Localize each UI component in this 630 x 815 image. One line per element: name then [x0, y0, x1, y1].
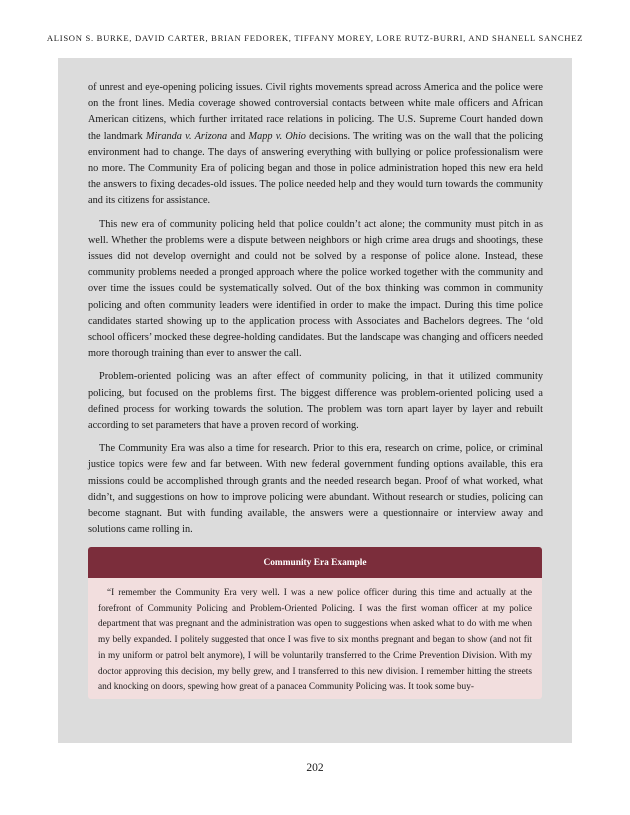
paragraph-text: and: [227, 130, 249, 142]
paragraph-text: decisions. The writing was on the wall that the policing environment had to change. The days of answering everything with bullying or police professionalism were no more. The Community Era of policing began and those in police administration hoped this new era held the answers to fixing decades-old issues. The police needed help and they would turn towards the community and its citizens for assistance.: [88, 130, 543, 207]
callout-box: [88, 547, 542, 699]
paragraph: The Community Era was also a time for research. Prior to this era, research on crime, police, or criminal justice topics were few and far between. With new federal government funding options available, this era missions could be accomplished through grants and the needed research began. Proof of what worked, what didn’t, and suggestions on how to improve policing were abundant. Without research or studies, policing can become stagnant. But with funding available, the answers were a questionnaire or interview away and solutions came rolling in.: [88, 443, 543, 536]
case-name-mapp: Mapp v. Ohio: [248, 130, 306, 142]
page-number: 202: [306, 762, 324, 774]
body-text: [88, 80, 543, 545]
callout-quote: “I remember the Community Era very well. I was a new police officer during this time and actually at the forefront of Community Policing and Problem-Oriented Policing. I was the first woman officer at my police department that was pregnant and the administration was open to suggestions when asked what to do with me when my belly expanded. I politely suggested that once I was five to six months pregnant and began to show (and not fit in my uniform or patrol belt anymore), I will be voluntarily transferred to the Crime Prevention Division. With my doctor approving this decision, my belly grew, and I transferred to this new division. I remember hitting the streets and knocking on doors, spewing how great of a panacea Community Policing was. It took some buy-: [98, 588, 532, 693]
callout-title: Community Era Example: [88, 547, 542, 578]
case-name-miranda: Miranda v. Arizona: [145, 130, 228, 142]
paragraph: This new era of community policing held that police couldn’t act alone; the community must pitch in as well. Whether the problems were a dispute between neighbors or high crime area drugs and shootings, these issues did not develop overnight and could not be solved by a response of police alone. Instead, these community problems needed a pronged approach where the police worked together with the community and over time the issues could be systematically solved. Out of the box thinking was common in community policing and often community leaders were identified in order to make the impact. During this time police candidates started showing up to the application process with Associates and Bachelors degrees. The ‘old school officers’ mocked these degree-holding candidates. But the landscape was changing and officers needed more thorough training than ever to answer the call.: [88, 218, 543, 360]
paragraph: Problem-oriented policing was an after effect of community policing, in that it utilized community policing, but focused on the problems first. The biggest difference was problem-oriented policing used a defined process for working towards the solution. The problem was torn apart layer by layer and rebuilt according to set parameters that have a proven record of working.: [88, 371, 543, 432]
paragraph-text: of unrest and eye-opening policing issues. Civil rights movements spread across America and the police were on the front lines. Media coverage showed controversial contacts between white male officers and African American citizens, which further irritated race relations in policing. The U.S. Supreme Court handed down the landmark: [88, 82, 543, 142]
paragraph: [88, 80, 543, 210]
running-head-authors: ALISON S. BURKE, DAVID CARTER, BRIAN FEDOREK, TIFFANY MOREY, LORE RUTZ-BURRI, AND SHANELL SANCHEZ: [46, 33, 584, 43]
